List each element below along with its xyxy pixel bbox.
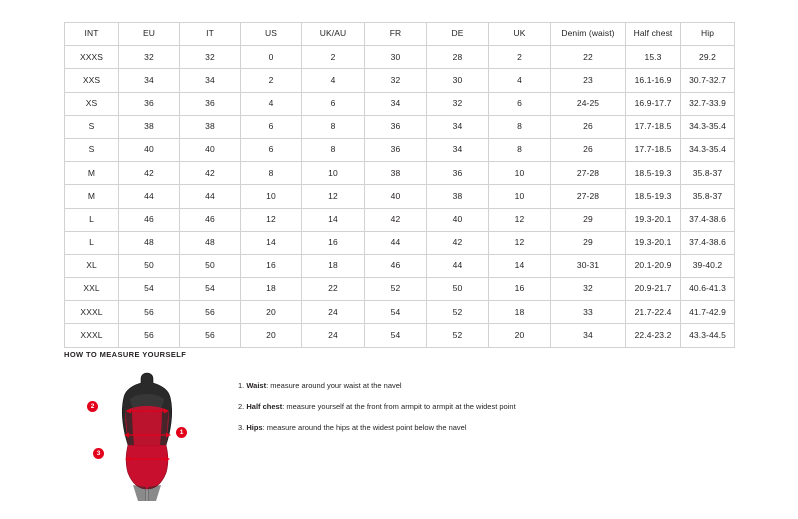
table-cell: 24 bbox=[302, 301, 365, 324]
table-cell: 29 bbox=[551, 231, 626, 254]
table-cell: 32 bbox=[365, 69, 427, 92]
table-cell: 2 bbox=[302, 46, 365, 69]
table-cell: 42 bbox=[365, 208, 427, 231]
table-cell: 54 bbox=[119, 278, 180, 301]
table-cell: 10 bbox=[489, 185, 551, 208]
instruction-term: Waist bbox=[246, 381, 267, 390]
table-cell: XXXS bbox=[65, 46, 119, 69]
measurement-figure bbox=[86, 371, 206, 506]
measure-bullet-3: 3 bbox=[93, 448, 104, 459]
table-row bbox=[65, 69, 735, 92]
table-cell: 24-25 bbox=[551, 92, 626, 115]
table-cell: 40.6-41.3 bbox=[681, 278, 735, 301]
table-cell: 12 bbox=[302, 185, 365, 208]
table-row bbox=[65, 301, 735, 324]
table-cell: 26 bbox=[551, 138, 626, 161]
table-cell: 50 bbox=[427, 278, 489, 301]
measure-instructions bbox=[238, 381, 516, 444]
table-cell: XXXL bbox=[65, 301, 119, 324]
mannequin-illustration bbox=[116, 371, 178, 501]
table-cell: 10 bbox=[489, 162, 551, 185]
table-cell: 37.4-38.6 bbox=[681, 208, 735, 231]
table-row bbox=[65, 162, 735, 185]
table-cell: 10 bbox=[241, 185, 302, 208]
instruction-text: : measure around the hips at the widest point below the navel bbox=[262, 423, 467, 432]
table-cell: 17.7-18.5 bbox=[626, 115, 681, 138]
table-cell: 28 bbox=[427, 46, 489, 69]
table-cell: 52 bbox=[427, 301, 489, 324]
table-cell: 44 bbox=[365, 231, 427, 254]
table-cell: 40 bbox=[180, 138, 241, 161]
table-cell: 54 bbox=[180, 278, 241, 301]
table-cell: 34 bbox=[119, 69, 180, 92]
table-cell: 4 bbox=[241, 92, 302, 115]
table-cell: 27-28 bbox=[551, 162, 626, 185]
table-cell: 8 bbox=[302, 138, 365, 161]
table-cell: 19.3-20.1 bbox=[626, 208, 681, 231]
table-cell: L bbox=[65, 208, 119, 231]
table-cell: 12 bbox=[489, 208, 551, 231]
instruction-term: Half chest bbox=[246, 402, 283, 411]
table-cell: 16 bbox=[241, 254, 302, 277]
table-row bbox=[65, 324, 735, 347]
column-header-denim-waist: Denim (waist) bbox=[551, 23, 626, 46]
table-cell: 56 bbox=[119, 324, 180, 347]
table-cell: 44 bbox=[427, 254, 489, 277]
table-cell: 39-40.2 bbox=[681, 254, 735, 277]
table-cell: 32 bbox=[119, 46, 180, 69]
table-cell: 18.5-19.3 bbox=[626, 162, 681, 185]
table-cell: 22.4-23.2 bbox=[626, 324, 681, 347]
table-cell: XXL bbox=[65, 278, 119, 301]
instruction-number: 1. bbox=[238, 381, 245, 390]
column-header-it: IT bbox=[180, 23, 241, 46]
column-header-uk: UK bbox=[489, 23, 551, 46]
instruction-half-chest bbox=[238, 402, 516, 411]
table-cell: 20 bbox=[489, 324, 551, 347]
instruction-text: : measure yourself at the front from armpit to armpit at the widest point bbox=[282, 402, 516, 411]
column-header-fr: FR bbox=[365, 23, 427, 46]
table-cell: 20.9-21.7 bbox=[626, 278, 681, 301]
table-cell: 56 bbox=[180, 301, 241, 324]
table-cell: 6 bbox=[489, 92, 551, 115]
how-to-measure-section bbox=[64, 350, 744, 506]
table-cell: 14 bbox=[302, 208, 365, 231]
table-cell: 30 bbox=[427, 69, 489, 92]
table-cell: 42 bbox=[119, 162, 180, 185]
table-cell: 46 bbox=[180, 208, 241, 231]
table-cell: 8 bbox=[489, 115, 551, 138]
table-cell: 34 bbox=[365, 92, 427, 115]
table-cell: 48 bbox=[180, 231, 241, 254]
table-cell: 54 bbox=[365, 324, 427, 347]
table-cell: 38 bbox=[119, 115, 180, 138]
table-row bbox=[65, 254, 735, 277]
measure-bullet-2: 2 bbox=[87, 401, 98, 412]
table-cell: M bbox=[65, 185, 119, 208]
table-cell: 32 bbox=[180, 46, 241, 69]
table-cell: 38 bbox=[427, 185, 489, 208]
table-cell: 24 bbox=[302, 324, 365, 347]
table-row bbox=[65, 208, 735, 231]
table-cell: XS bbox=[65, 92, 119, 115]
table-cell: 52 bbox=[427, 324, 489, 347]
instruction-number: 2. bbox=[238, 402, 245, 411]
column-header-hip: Hip bbox=[681, 23, 735, 46]
table-cell: 48 bbox=[119, 231, 180, 254]
table-row bbox=[65, 138, 735, 161]
table-cell: 17.7-18.5 bbox=[626, 138, 681, 161]
table-cell: 36 bbox=[365, 115, 427, 138]
table-cell: 56 bbox=[119, 301, 180, 324]
table-cell: 38 bbox=[180, 115, 241, 138]
table-cell: 0 bbox=[241, 46, 302, 69]
table-row bbox=[65, 46, 735, 69]
table-row bbox=[65, 185, 735, 208]
table-cell: 44 bbox=[180, 185, 241, 208]
table-cell: 40 bbox=[365, 185, 427, 208]
table-cell: 2 bbox=[241, 69, 302, 92]
table-cell: 36 bbox=[427, 162, 489, 185]
table-cell: 36 bbox=[180, 92, 241, 115]
column-header-half-chest: Half chest bbox=[626, 23, 681, 46]
table-cell: 32 bbox=[427, 92, 489, 115]
table-cell: 18 bbox=[489, 301, 551, 324]
table-cell: 2 bbox=[489, 46, 551, 69]
table-cell: 29.2 bbox=[681, 46, 735, 69]
column-header-eu: EU bbox=[119, 23, 180, 46]
table-cell: 16.1-16.9 bbox=[626, 69, 681, 92]
table-cell: 18 bbox=[302, 254, 365, 277]
table-cell: 56 bbox=[180, 324, 241, 347]
table-cell: 34.3-35.4 bbox=[681, 138, 735, 161]
size-table bbox=[64, 22, 735, 348]
table-cell: 14 bbox=[241, 231, 302, 254]
table-cell: 33 bbox=[551, 301, 626, 324]
table-header-row bbox=[65, 23, 735, 46]
table-cell: 37.4-38.6 bbox=[681, 231, 735, 254]
table-cell: 44 bbox=[119, 185, 180, 208]
table-cell: 42 bbox=[180, 162, 241, 185]
table-cell: 8 bbox=[489, 138, 551, 161]
measure-bullet-1: 1 bbox=[176, 427, 187, 438]
table-cell: 36 bbox=[365, 138, 427, 161]
table-cell: L bbox=[65, 231, 119, 254]
table-cell: 16 bbox=[489, 278, 551, 301]
table-cell: 35.8-37 bbox=[681, 185, 735, 208]
table-cell: 23 bbox=[551, 69, 626, 92]
table-cell: XXS bbox=[65, 69, 119, 92]
table-cell: 41.7-42.9 bbox=[681, 301, 735, 324]
column-header-us: US bbox=[241, 23, 302, 46]
instruction-waist bbox=[238, 381, 516, 390]
table-cell: 34 bbox=[427, 138, 489, 161]
table-cell: 4 bbox=[302, 69, 365, 92]
table-cell: XL bbox=[65, 254, 119, 277]
table-cell: S bbox=[65, 115, 119, 138]
table-cell: 14 bbox=[489, 254, 551, 277]
table-cell: 43.3-44.5 bbox=[681, 324, 735, 347]
instruction-hips bbox=[238, 423, 516, 432]
table-cell: 54 bbox=[365, 301, 427, 324]
table-cell: 4 bbox=[489, 69, 551, 92]
table-cell: 42 bbox=[427, 231, 489, 254]
table-cell: 36 bbox=[119, 92, 180, 115]
table-cell: 35.8-37 bbox=[681, 162, 735, 185]
how-to-measure-title: HOW TO MEASURE YOURSELF bbox=[64, 350, 187, 359]
column-header-de: DE bbox=[427, 23, 489, 46]
table-cell: 18.5-19.3 bbox=[626, 185, 681, 208]
table-cell: 40 bbox=[427, 208, 489, 231]
table-cell: 12 bbox=[241, 208, 302, 231]
table-row bbox=[65, 115, 735, 138]
table-cell: 27-28 bbox=[551, 185, 626, 208]
table-cell: 40 bbox=[119, 138, 180, 161]
table-cell: 30-31 bbox=[551, 254, 626, 277]
instruction-term: Hips bbox=[246, 423, 263, 432]
table-cell: 34 bbox=[427, 115, 489, 138]
table-cell: 16.9-17.7 bbox=[626, 92, 681, 115]
table-cell: 12 bbox=[489, 231, 551, 254]
table-cell: 20 bbox=[241, 324, 302, 347]
table-cell: 30 bbox=[365, 46, 427, 69]
table-cell: 18 bbox=[241, 278, 302, 301]
table-cell: 19.3-20.1 bbox=[626, 231, 681, 254]
column-header-ukau: UK/AU bbox=[302, 23, 365, 46]
table-cell: 8 bbox=[241, 162, 302, 185]
table-cell: XXXL bbox=[65, 324, 119, 347]
table-cell: 26 bbox=[551, 115, 626, 138]
table-cell: 38 bbox=[365, 162, 427, 185]
table-cell: 50 bbox=[180, 254, 241, 277]
table-cell: 22 bbox=[551, 46, 626, 69]
table-cell: 32 bbox=[551, 278, 626, 301]
table-cell: 6 bbox=[302, 92, 365, 115]
table-cell: 6 bbox=[241, 115, 302, 138]
table-cell: 21.7-22.4 bbox=[626, 301, 681, 324]
table-cell: 46 bbox=[365, 254, 427, 277]
table-cell: 8 bbox=[302, 115, 365, 138]
table-cell: 16 bbox=[302, 231, 365, 254]
table-cell: 29 bbox=[551, 208, 626, 231]
table-cell: 20.1-20.9 bbox=[626, 254, 681, 277]
table-cell: 30.7-32.7 bbox=[681, 69, 735, 92]
table-cell: 32.7-33.9 bbox=[681, 92, 735, 115]
table-row bbox=[65, 231, 735, 254]
table-row bbox=[65, 278, 735, 301]
table-cell: 50 bbox=[119, 254, 180, 277]
table-cell: 46 bbox=[119, 208, 180, 231]
table-cell: M bbox=[65, 162, 119, 185]
table-cell: 20 bbox=[241, 301, 302, 324]
table-cell: 6 bbox=[241, 138, 302, 161]
table-cell: S bbox=[65, 138, 119, 161]
size-table-container bbox=[64, 22, 734, 348]
how-to-measure-body bbox=[64, 369, 744, 506]
table-cell: 34.3-35.4 bbox=[681, 115, 735, 138]
table-cell: 34 bbox=[180, 69, 241, 92]
column-header-int: INT bbox=[65, 23, 119, 46]
table-row bbox=[65, 92, 735, 115]
instruction-text: : measure around your waist at the navel bbox=[266, 381, 402, 390]
table-cell: 22 bbox=[302, 278, 365, 301]
table-cell: 52 bbox=[365, 278, 427, 301]
table-cell: 10 bbox=[302, 162, 365, 185]
table-cell: 15.3 bbox=[626, 46, 681, 69]
table-cell: 34 bbox=[551, 324, 626, 347]
instruction-number: 3. bbox=[238, 423, 245, 432]
